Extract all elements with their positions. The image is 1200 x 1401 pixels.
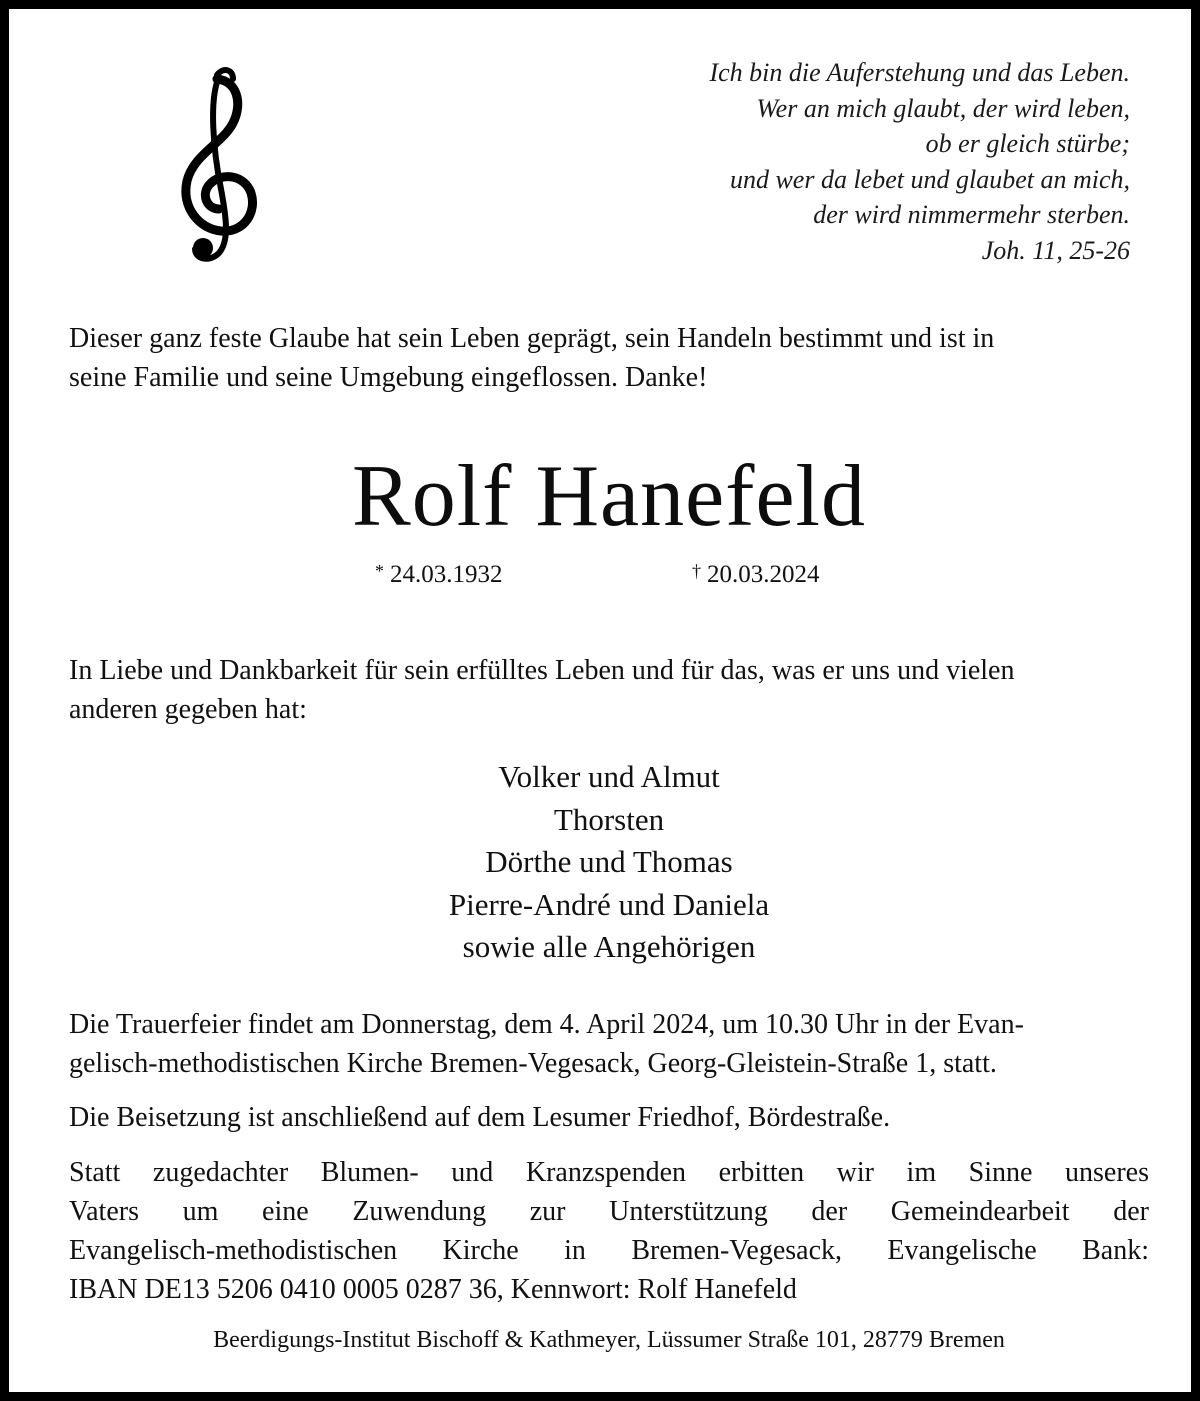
family-member: Pierre-André und Daniela	[448, 886, 770, 922]
gratitude-line: anderen gegeben hat:	[69, 694, 307, 725]
birth-symbol: *	[375, 561, 384, 581]
family-member: Dörthe und Thomas	[485, 844, 733, 879]
family-list	[9, 756, 1200, 969]
burial-paragraph	[69, 1098, 1149, 1137]
verse-line: Ich bin die Auferstehung und das Leben.	[709, 58, 1130, 87]
death-date-value: 20.03.2024	[707, 561, 820, 588]
burial-line: Die Beisetzung ist anschließend auf dem Lesumer Friedhof, Bördestraße.	[69, 1102, 891, 1133]
treble-clef-icon	[159, 59, 269, 269]
faith-line: Dieser ganz feste Glaube hat sein Leben geprägt, sein Handeln bestimmt und ist in	[69, 323, 995, 354]
ceremony-line: gelisch-methodistischen Kirche Bremen-Vegesack, Georg-Gleistein-Straße 1, statt.	[69, 1048, 997, 1079]
birth-date	[375, 558, 503, 592]
family-member: Volker und Almut	[498, 759, 720, 794]
verse-line: der wird nimmermehr sterben.	[813, 200, 1130, 229]
faith-paragraph	[69, 319, 1149, 397]
death-symbol: †	[692, 561, 701, 581]
donation-line: Evangelisch-methodistischen Kirche in Bremen-Vegesack, Evangelische Bank:	[69, 1235, 1149, 1266]
donation-line: Vaters um eine Zuwendung zur Unterstützung der Gemeindearbeit der	[69, 1196, 1149, 1227]
donation-line: Statt zugedachter Blumen- und Kranzspenden erbitten wir im Sinne unseres	[69, 1157, 1149, 1188]
ceremony-line: Die Trauerfeier findet am Donnerstag, dem 4. April 2024, um 10.30 Uhr in der Evan-	[69, 1009, 1024, 1040]
donation-paragraph	[69, 1153, 1149, 1309]
family-member: Thorsten	[553, 801, 665, 837]
faith-line: seine Familie und seine Umgebung eingeflossen. Danke!	[69, 362, 708, 393]
gratitude-paragraph	[69, 651, 1149, 729]
death-date	[692, 558, 820, 592]
deceased-name: Rolf Hanefeld	[352, 448, 866, 545]
verse-reference: Joh. 11, 25-26	[981, 235, 1130, 265]
verse-line: ob er gleich stürbe;	[925, 129, 1130, 158]
bible-verse	[530, 55, 1130, 268]
verse-line: und wer da lebet und glaubet an mich,	[729, 164, 1130, 194]
undertaker-info: Beerdigungs-Institut Bischoff & Kathmeyer, Lüssumer Straße 101, 28779 Bremen	[213, 1327, 1005, 1353]
ceremony-paragraph	[69, 1005, 1149, 1083]
birth-date-value: 24.03.1932	[390, 561, 503, 588]
gratitude-line: In Liebe und Dankbarkeit für sein erfülltes Leben und für das, was er uns und vielen	[69, 655, 1015, 686]
verse-line: Wer an mich glaubt, der wird leben,	[756, 93, 1130, 123]
family-member: sowie alle Angehörigen	[462, 929, 756, 964]
donation-line: IBAN DE13 5206 0410 0005 0287 36, Kennwort: Rolf Hanefeld	[69, 1274, 797, 1305]
